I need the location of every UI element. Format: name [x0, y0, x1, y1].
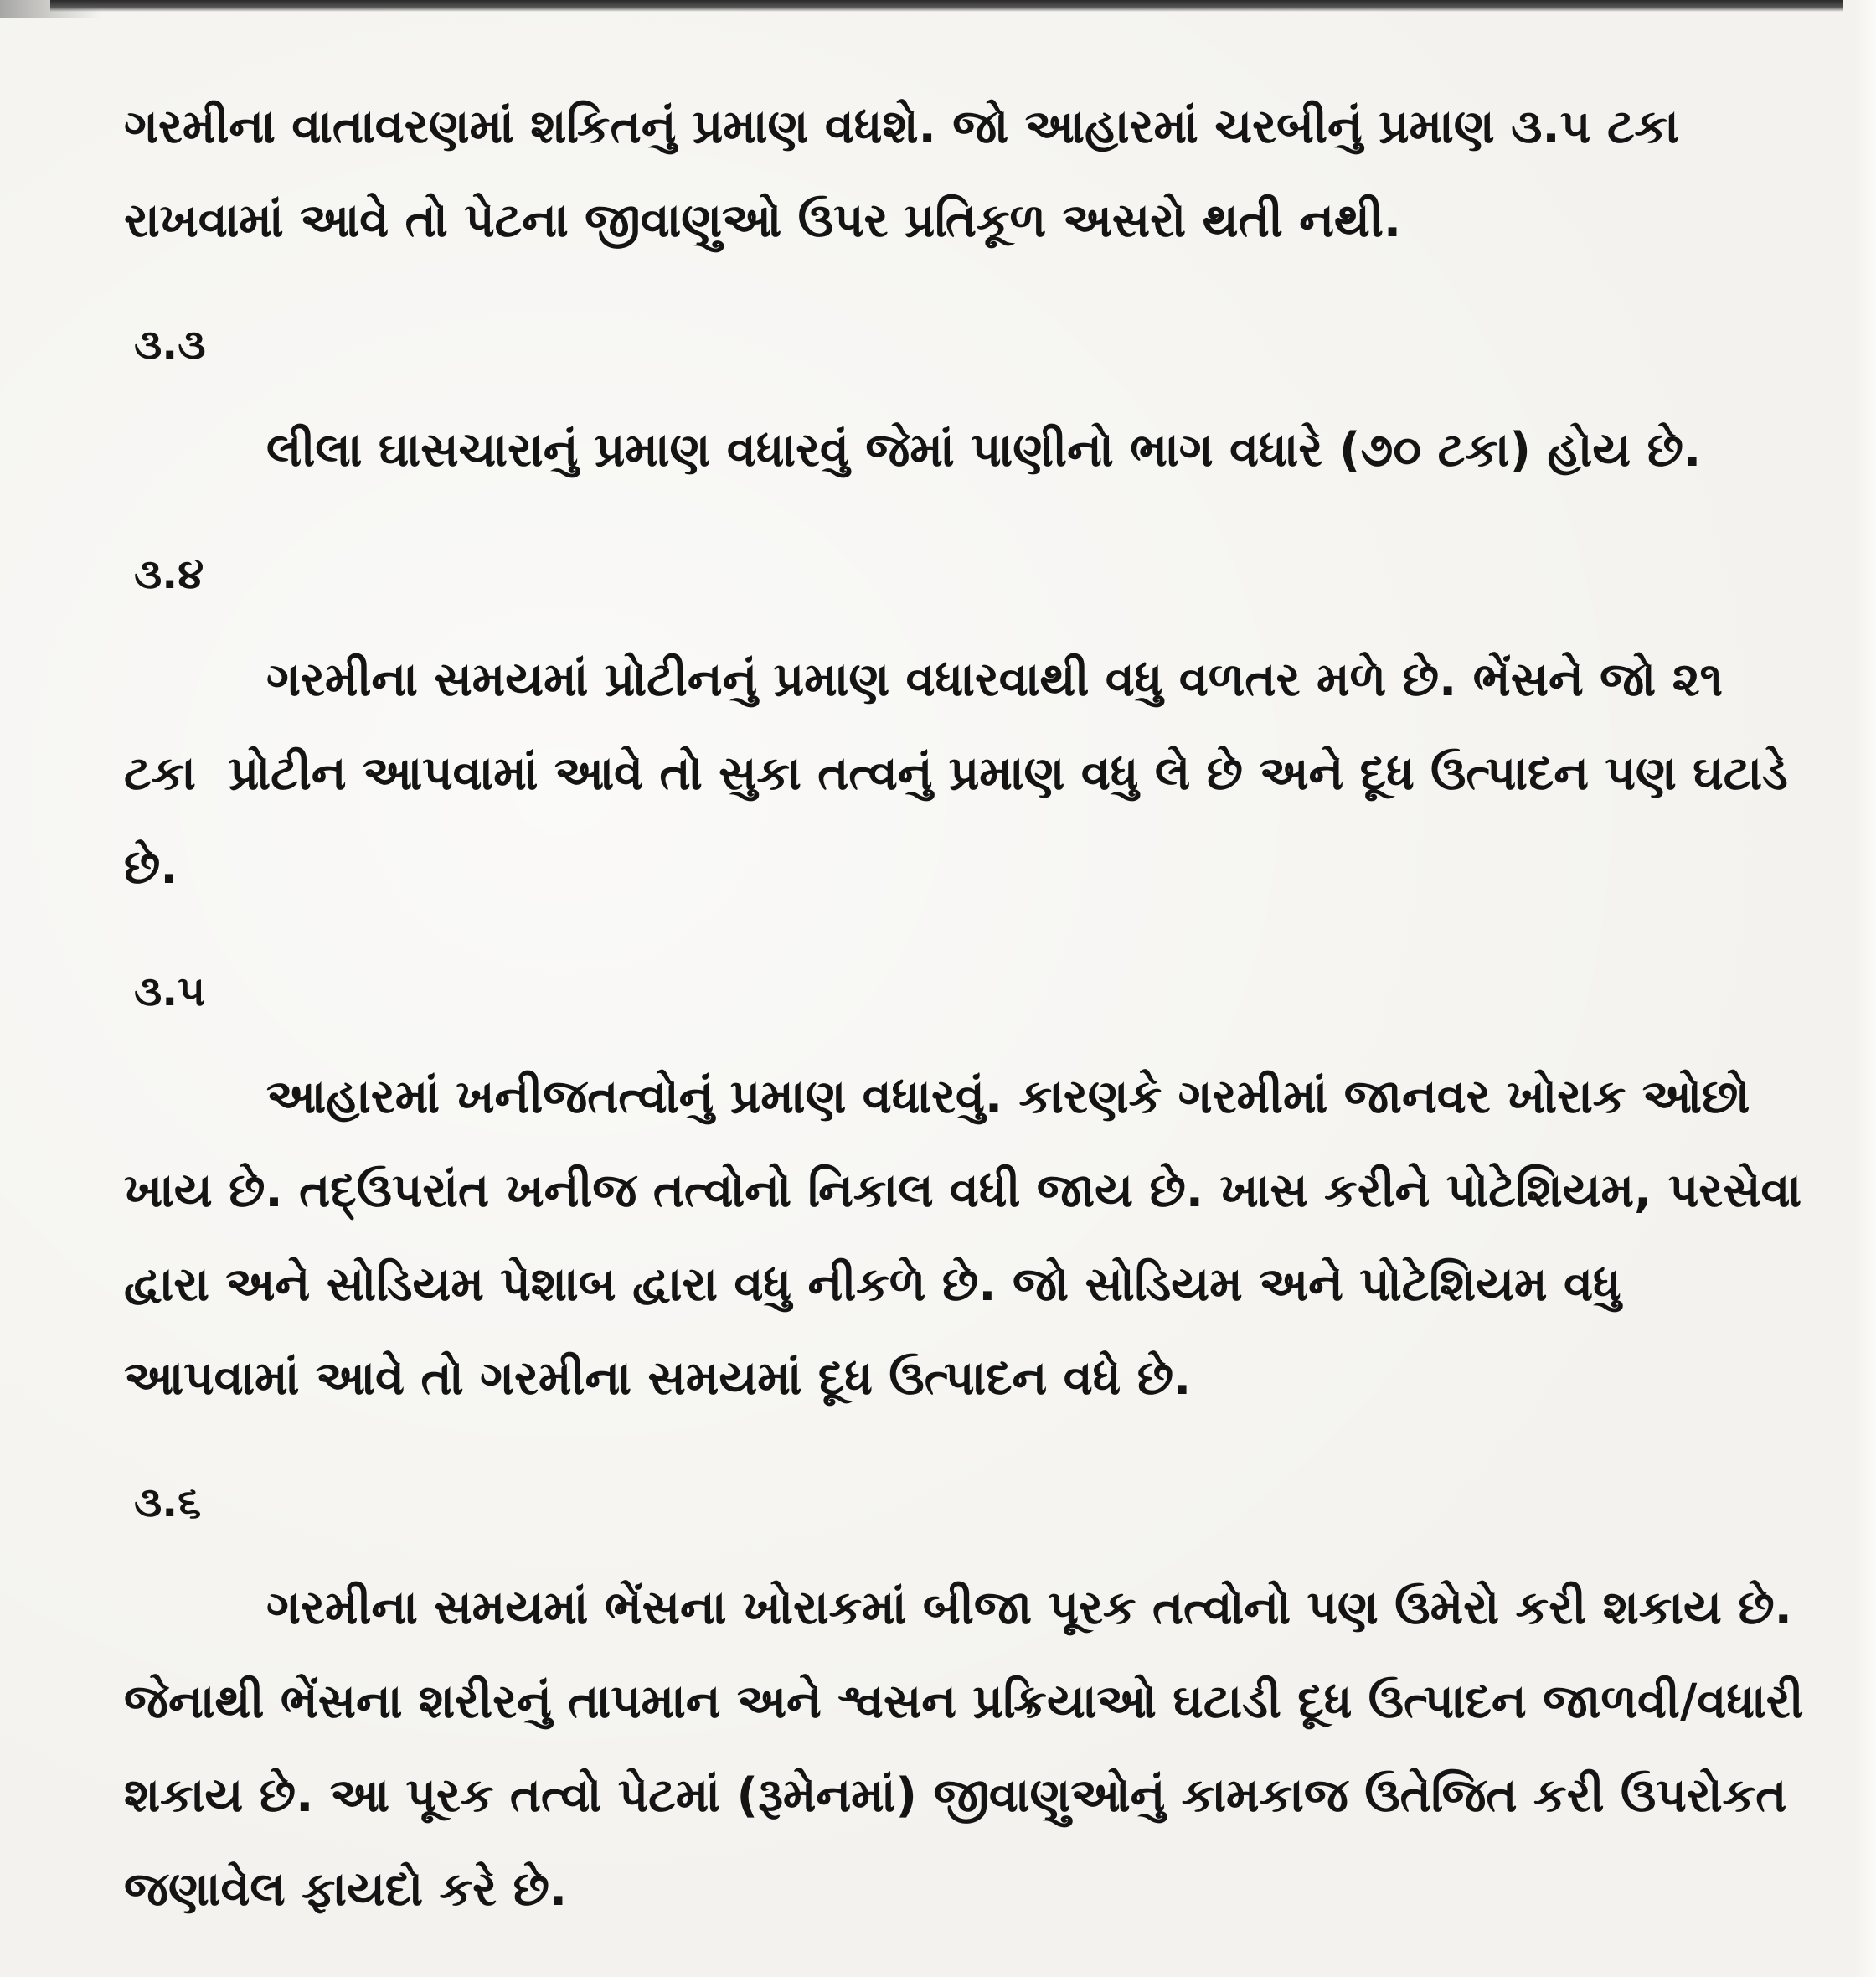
top-border-rule [50, 0, 1842, 12]
section-3-5-paragraph: આહારમાં ખનીજતત્વોનું પ્રમાણ વધારવું. કારણકે ગરમીમાં જાનવર ખોરાક ઓછો ખાય છે. તદ્ઉપરાંત ખનીજ તત્વોનો નિકાલ વધી જાય છે. ખાસ કરીને પોટેશિયમ, પરસેવા દ્વારા અને સોડિયમ પેશાબ દ્વારા વધુ નીકળે છે. જો સોડિયમ અને પોટેશિયમ વધુ આપવામાં આવે તો ગરમીના સમયમાં દૂધ ઉત્પાદન વધે છે. [124, 1070, 1818, 1406]
section-3-3-paragraph: લીલા ઘાસચારાનું પ્રમાણ વધારવું જેમાં પાણીનો ભાગ વધારે (૭૦ ટકા) હોય છે. [266, 423, 1702, 477]
section-3-6-paragraph: ગરમીના સમયમાં ભેંસના ખોરાકમાં બીજા પૂરક તત્વોનો પણ ઉમેરો કરી શકાય છે. જેનાથી ભેંસના શરીરનું તાપમાન અને શ્વસન પ્રક્રિયાઓ ઘટાડી દૂધ ઉત્પાદન જાળવી/વધારી શકાય છે. આ પૂરક તત્વો પેટમાં (રૂમેનમાં) જીવાણુઓનું કામકાજ ઉતેજિત કરી ઉપરોકત જણાવેલ ફાયદો કરે છે. [124, 1581, 1821, 1917]
section-3-4-paragraph: ગરમીના સમયમાં પ્રોટીનનું પ્રમાણ વધારવાથી વધુ વળતર મળે છે. ભેંસને જો ૨૧ ટકા પ્રોટીન આપવામાં આવે તો સુકા તત્વનું પ્રમાણ વધુ લે છે અને દૂધ ઉત્પાદન પણ ઘટાડે છે. [124, 653, 1805, 895]
section-number-3-3: ૩.૩ [134, 320, 206, 369]
section-number-3-4: ૩.૪ [134, 550, 204, 598]
intro-paragraph: ગરમીના વાતાવરણમાં શકિતનું પ્રમાણ વધશે. જો આહારમાં ચરબીનું પ્રમાણ ૩.૫ ટકા રાખવામાં આવે તો પેટના જીવાણુઓ ઉપર પ્રતિકૂળ અસરો થતી નથી. [124, 100, 1696, 248]
section-number-3-6: ૩.૬ [134, 1478, 202, 1526]
document-body [124, 80, 1821, 1937]
section-number-3-5: ૩.૫ [134, 967, 206, 1015]
page-edge [1854, 0, 1876, 1977]
